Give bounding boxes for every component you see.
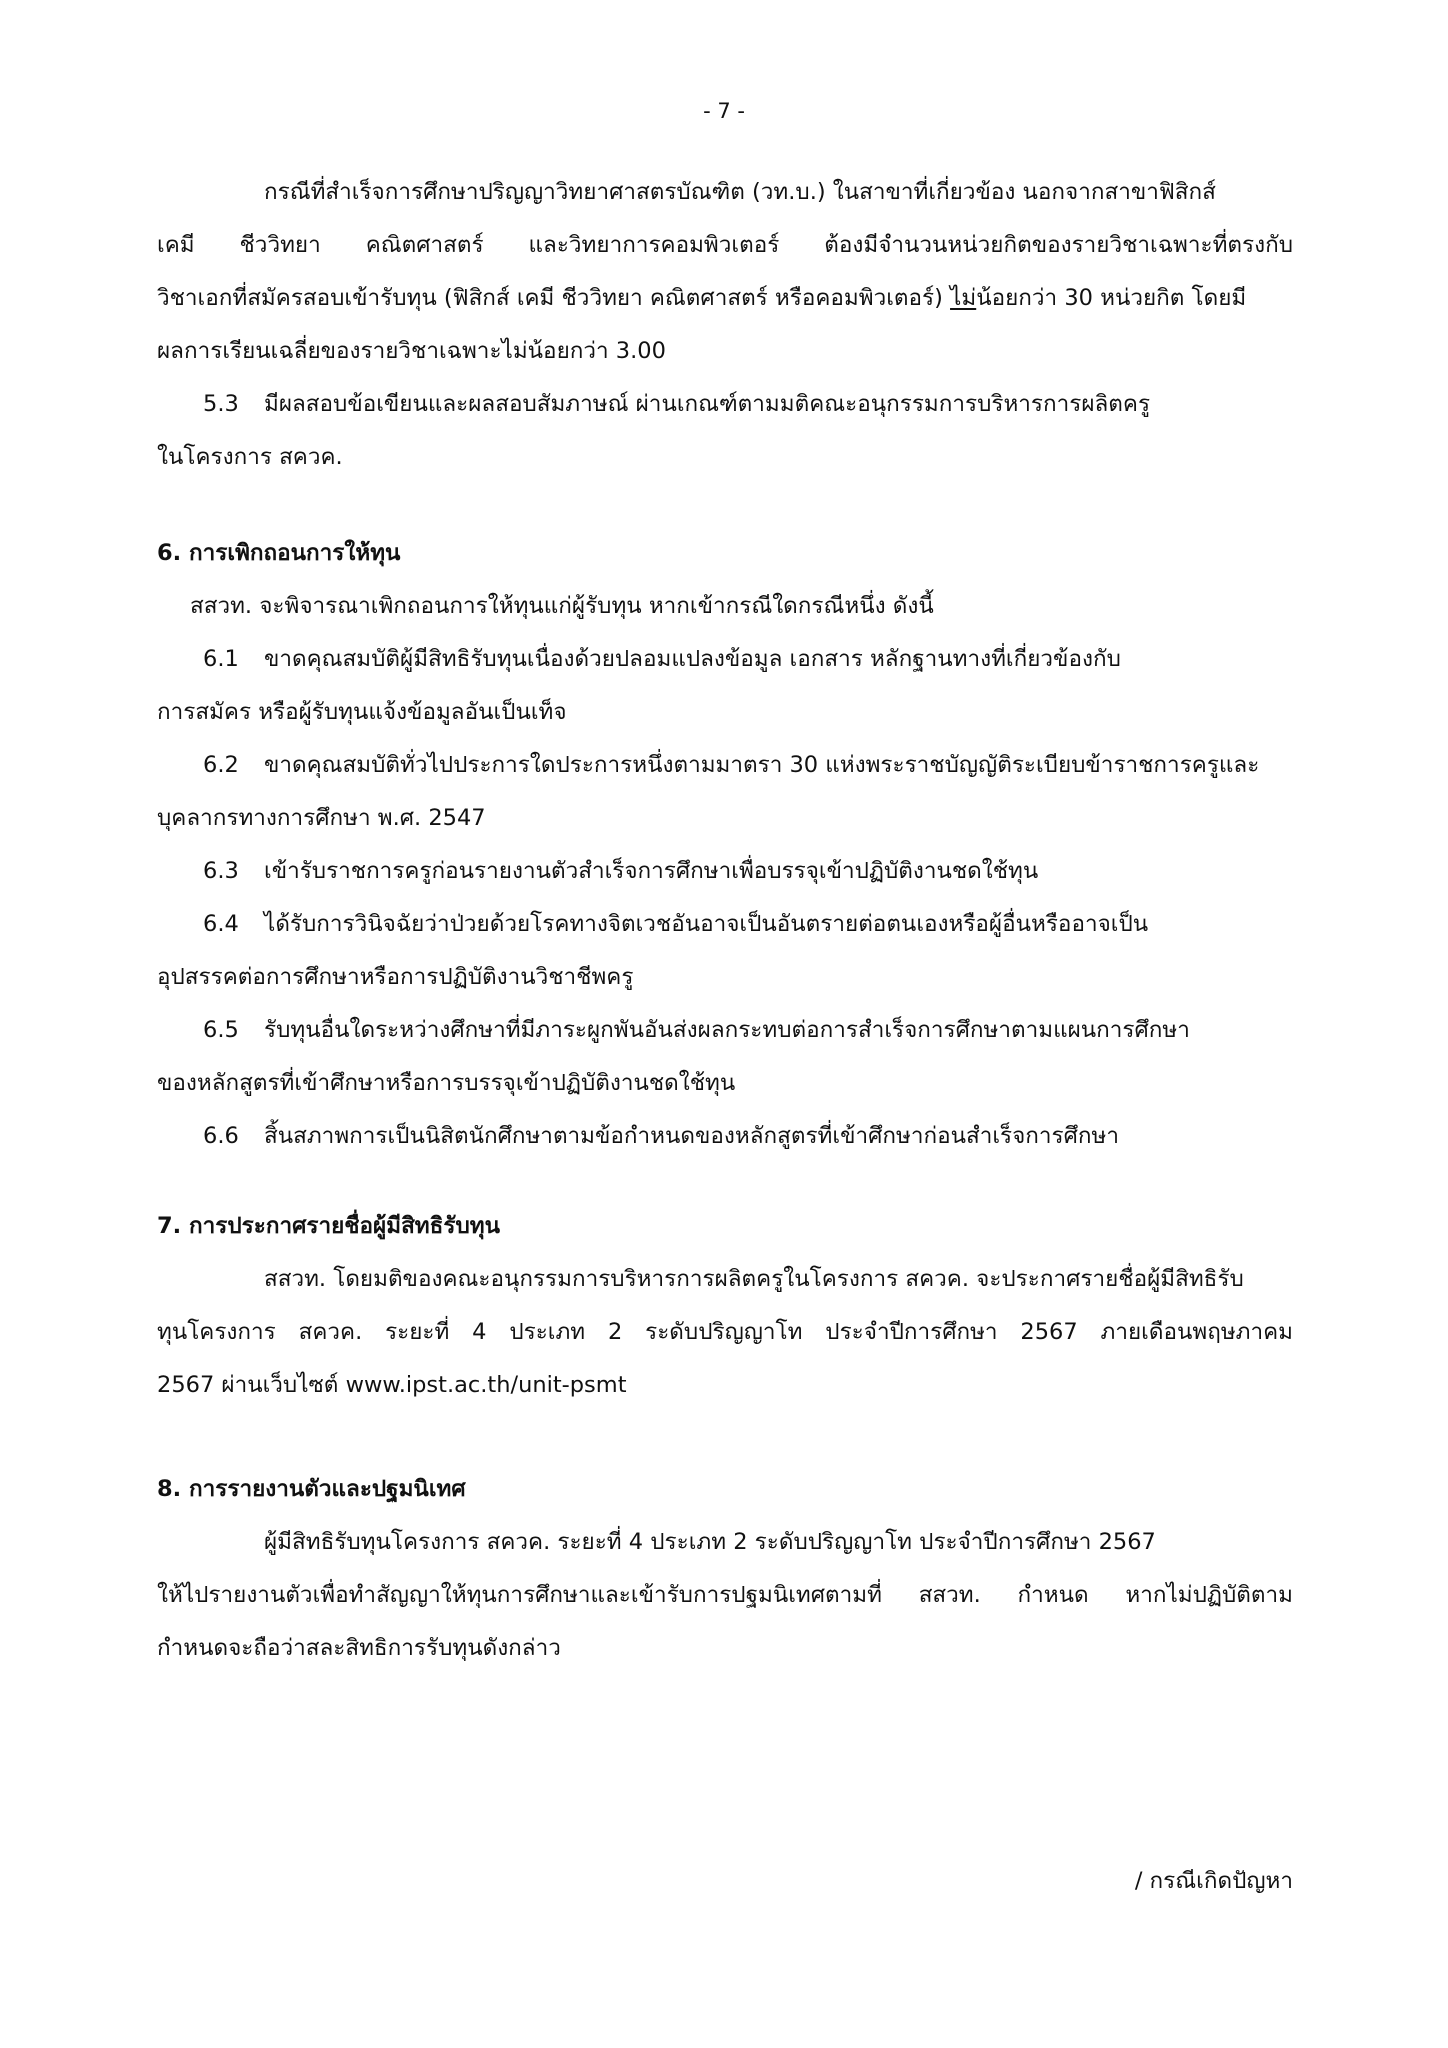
item-6-5-line-1: รับทุนอื่นใดระหว่างศึกษาที่มีภาระผูกพันอันส่งผลกระทบต่อการสำเร็จการศึกษาตามแผนการศึกษา: [264, 1017, 1190, 1043]
item-number-6-6: 6.6: [203, 1123, 239, 1149]
item-6-1-line-2: การสมัคร หรือผู้รับทุนแจ้งข้อมูลอันเป็นเท็จ: [157, 699, 567, 725]
section-8-line-2: ให้ไปรายงานตัวเพื่อทำสัญญาให้ทุนการศึกษาและเข้ารับการปฐมนิเทศตามที่ สสวท. กำหนด หากไม่ปฏิบัติตาม: [157, 1582, 1293, 1608]
section-heading: 6. การเพิกถอนการให้ทุน: [157, 540, 401, 566]
item-6-6-line-1: สิ้นสภาพการเป็นนิสิตนักศึกษาตามข้อกำหนดของหลักสูตรที่เข้าศึกษาก่อนสำเร็จการศึกษา: [264, 1123, 1120, 1149]
item-6-5-line-2: ของหลักสูตรที่เข้าศึกษาหรือการบรรจุเข้าปฏิบัติงานชดใช้ทุน: [157, 1070, 736, 1096]
section-7-line-2: ทุนโครงการ สควค. ระยะที่ 4 ประเภท 2 ระดับปริญญาโท ประจำปีการศึกษา 2567 ภายเดือนพฤษภาคม: [157, 1319, 1293, 1345]
intro-line-3-before: วิชาเอกที่สมัครสอบเข้ารับทุน (ฟิสิกส์ เคมี ชีววิทยา คณิตศาสตร์ หรือคอมพิวเตอร์): [157, 285, 951, 311]
item-6-4-line-1: ได้รับการวินิจฉัยว่าป่วยด้วยโรคทางจิตเวชอันอาจเป็นอันตรายต่อตนเองหรือผู้อื่นหรืออาจเป็น: [264, 911, 1149, 937]
item-number-6-2: 6.2: [203, 752, 239, 778]
intro-line-3-after: น้อยกว่า 30 หน่วยกิต โดยมี: [976, 285, 1247, 311]
item-number-6-5: 6.5: [203, 1017, 239, 1043]
section-7: [157, 1211, 1297, 1411]
section-7-line-3: 2567 ผ่านเว็บไซต์ www.ipst.ac.th/unit-psmt: [157, 1372, 627, 1398]
continuation-note: / กรณีเกิดปัญหา: [1134, 1868, 1293, 1894]
item-6-3-line-1: เข้ารับราชการครูก่อนรายงานตัวสำเร็จการศึกษาเพื่อบรรจุเข้าปฏิบัติงานชดใช้ทุน: [264, 858, 1039, 884]
intro-paragraph: [157, 177, 1297, 367]
underlined-word: ไม่: [950, 285, 977, 311]
item-number-6-3: 6.3: [203, 858, 239, 884]
item-number: 5.3: [203, 391, 239, 417]
intro-line-4: ผลการเรียนเฉลี่ยของรายวิชาเฉพาะไม่น้อยกว่า 3.00: [157, 338, 666, 364]
item-6-2-line-2: บุคลากรทางการศึกษา พ.ศ. 2547: [157, 805, 486, 831]
item-6-4-line-2: อุปสรรคต่อการศึกษาหรือการปฏิบัติงานวิชาชีพครู: [157, 964, 634, 990]
item-number-6-1: 6.1: [203, 646, 239, 672]
section-heading: 7. การประกาศรายชื่อผู้มีสิทธิรับทุน: [157, 1213, 500, 1239]
item-5-3: [157, 389, 1297, 479]
section-heading: 8. การรายงานตัวและปฐมนิเทศ: [157, 1476, 466, 1502]
section-7-line-1: สสวท. โดยมติของคณะอนุกรรมการบริหารการผลิตครูในโครงการ สควค. จะประกาศรายชื่อผู้มีสิทธิรับ: [264, 1266, 1244, 1292]
item-line-1: มีผลสอบข้อเขียนและผลสอบสัมภาษณ์ ผ่านเกณฑ์ตามมติคณะอนุกรรมการบริหารการผลิตครู: [264, 391, 1151, 417]
intro-line-3: [157, 283, 1246, 313]
item-number-6-4: 6.4: [203, 911, 239, 937]
intro-line-1: กรณีที่สำเร็จการศึกษาปริญญาวิทยาศาสตรบัณฑิต (วท.บ.) ในสาขาที่เกี่ยวข้อง นอกจากสาขาฟิสิกส์: [264, 179, 1216, 205]
page-number: - 7 -: [703, 99, 745, 123]
section-8: [157, 1474, 1297, 1674]
section-6: [157, 538, 1297, 1149]
intro-line-2: เคมี ชีววิทยา คณิตศาสตร์ และวิทยาการคอมพิวเตอร์ ต้องมีจำนวนหน่วยกิตของรายวิชาเฉพาะที่ตรงกับ: [157, 232, 1293, 258]
section-8-line-1: ผู้มีสิทธิรับทุนโครงการ สควค. ระยะที่ 4 ประเภท 2 ระดับปริญญาโท ประจำปีการศึกษา 2567: [264, 1529, 1156, 1555]
item-line-2: ในโครงการ สควค.: [157, 444, 343, 470]
section-8-line-3: กำหนดจะถือว่าสละสิทธิการรับทุนดังกล่าว: [157, 1635, 561, 1661]
item-6-1-line-1: ขาดคุณสมบัติผู้มีสิทธิรับทุนเนื่องด้วยปลอมแปลงข้อมูล เอกสาร หลักฐานทางที่เกี่ยวข้องกับ: [264, 646, 1121, 672]
section-intro: สสวท. จะพิจารณาเพิกถอนการให้ทุนแก่ผู้รับทุน หากเข้ากรณีใดกรณีหนึ่ง ดังนี้: [190, 593, 934, 619]
item-6-2-line-1: ขาดคุณสมบัติทั่วไปประการใดประการหนึ่งตามมาตรา 30 แห่งพระราชบัญญัติระเบียบข้าราชการครูและ: [264, 752, 1260, 778]
